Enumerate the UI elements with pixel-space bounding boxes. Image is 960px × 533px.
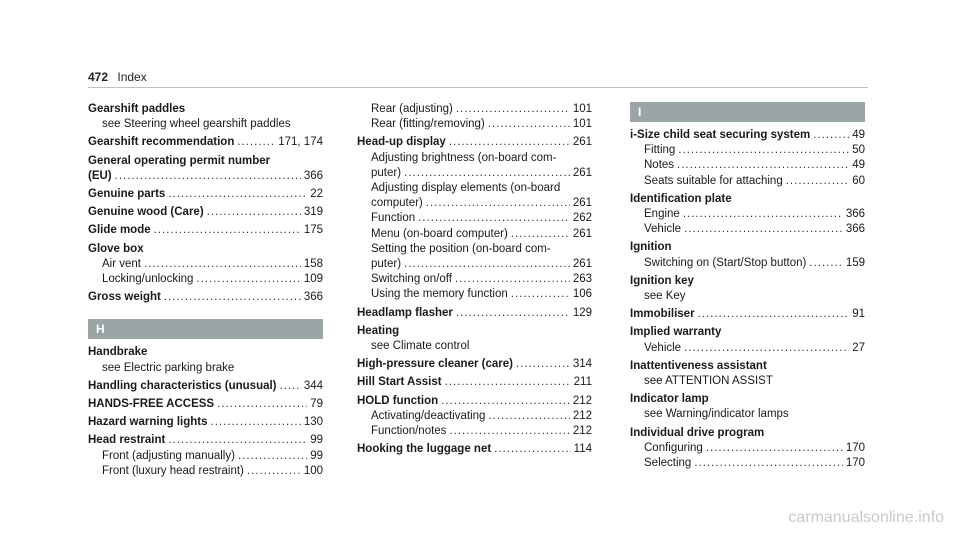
see-reference[interactable]: see ATTENTION ASSIST <box>644 375 773 388</box>
index-subentry-continued: computer) ..... 261 <box>357 196 592 211</box>
index-entry: Gross weight ..... 366 <box>88 290 323 305</box>
page-reference[interactable]: 100 <box>303 464 323 477</box>
page-reference[interactable]: 50 <box>852 144 865 157</box>
page-reference[interactable]: 261 <box>572 258 592 271</box>
index-entry: Heating <box>357 324 400 337</box>
page-reference[interactable]: 79 <box>310 398 323 411</box>
index-entry: Hazard warning lights ..... 130 <box>88 415 323 430</box>
index-column-2 <box>357 102 592 457</box>
page-reference[interactable]: 263 <box>572 273 592 286</box>
index-subentry: Front (adjusting manually) ..... 99 <box>88 449 323 464</box>
index-entry: Identification plate <box>630 192 732 205</box>
page-reference[interactable]: 114 <box>573 443 592 456</box>
index-entry: HOLD function ..... 212 <box>357 394 592 409</box>
index-subentry: Configuring ..... 170 <box>630 441 865 456</box>
index-entry: Individual drive program <box>630 426 765 439</box>
index-subentry: Using the memory function ..... 106 <box>357 287 592 302</box>
index-entry: Glove box <box>88 242 144 255</box>
page-reference[interactable]: 91 <box>852 308 865 321</box>
see-reference[interactable]: see Warning/indicator lamps <box>644 408 789 421</box>
index-subentry: Notes ..... 49 <box>630 158 865 173</box>
index-subentry: Vehicle ..... 27 <box>630 341 865 356</box>
page-reference[interactable]: 262 <box>572 212 592 225</box>
page-reference[interactable]: 159 <box>845 256 865 269</box>
page-reference[interactable]: 314 <box>572 358 592 371</box>
header-divider <box>88 87 868 88</box>
index-entry: Head restraint ..... 99 <box>88 433 323 448</box>
page-reference[interactable]: 60 <box>852 174 865 187</box>
index-subentry: Selecting ..... 170 <box>630 456 865 471</box>
index-entry: Head-up display ..... 261 <box>357 135 592 150</box>
see-reference[interactable]: see Climate control <box>371 340 470 353</box>
index-subentry: Rear (adjusting) ..... 101 <box>357 102 592 117</box>
index-column-3 <box>630 102 865 471</box>
page-reference[interactable]: 99 <box>310 434 323 447</box>
see-reference[interactable]: see Electric parking brake <box>102 361 235 374</box>
page-reference[interactable]: 366 <box>845 208 865 221</box>
index-entry: Ignition key <box>630 274 694 287</box>
page-reference[interactable]: 211 <box>573 376 592 389</box>
index-entry: Genuine wood (Care) ..... 319 <box>88 205 323 220</box>
page-reference[interactable]: 170 <box>845 457 865 470</box>
index-subentry: Rear (fitting/removing) ..... 101 <box>357 117 592 132</box>
index-column-1 <box>88 102 323 479</box>
index-subentry-continued: puter) ..... 261 <box>357 166 592 181</box>
page-reference[interactable]: 366 <box>845 223 865 236</box>
page-reference[interactable]: 106 <box>572 288 592 301</box>
watermark: carmanualsonline.info <box>788 509 944 526</box>
page-reference[interactable]: 101 <box>572 103 592 115</box>
see-reference[interactable]: see Steering wheel gearshift paddles <box>102 118 291 131</box>
page-reference[interactable]: 170 <box>845 441 865 454</box>
index-entry: HANDS-FREE ACCESS ..... 79 <box>88 397 323 412</box>
index-subentry: Switching on (Start/Stop button) ..... 159 <box>630 256 865 271</box>
page-reference[interactable]: 261 <box>572 136 592 149</box>
page-reference[interactable]: 366 <box>303 169 323 182</box>
page-reference[interactable]: 261 <box>572 166 592 179</box>
page-reference[interactable]: 175 <box>303 224 323 237</box>
index-entry-continued: (EU) ..... 366 <box>88 169 323 184</box>
index-entry: General operating permit number <box>88 154 271 167</box>
page-reference[interactable]: 212 <box>572 425 592 438</box>
page-reference[interactable]: 366 <box>303 291 323 304</box>
page-reference[interactable]: 261 <box>572 197 592 210</box>
index-entry: i-Size child seat securing system ..... 49 <box>630 128 865 143</box>
page-reference[interactable]: 99 <box>310 449 323 462</box>
page-number: 472 <box>88 70 109 84</box>
index-subentry: Adjusting brightness (on-board com- <box>371 151 557 164</box>
page-reference[interactable]: 261 <box>572 227 592 240</box>
index-entry: Indicator lamp <box>630 393 709 406</box>
index-entry: Handling characteristics (unusual) ..... 344 <box>88 379 323 394</box>
page-reference[interactable]: 129 <box>572 306 592 319</box>
index-entry: Immobiliser ..... 91 <box>630 307 865 322</box>
index-subentry: Function/notes ..... 212 <box>357 424 592 439</box>
index-entry: Ignition <box>630 241 672 254</box>
index-subentry: Setting the position (on-board com- <box>371 242 551 255</box>
index-subentry: Activating/deactivating ..... 212 <box>357 409 592 424</box>
index-entry: Hill Start Assist ..... 211 <box>357 375 592 390</box>
index-subentry: Air vent ..... 158 <box>88 257 323 272</box>
index-entry: Implied warranty <box>630 326 722 339</box>
index-entry: Gearshift recommendation ..... 171, 174 <box>88 135 323 150</box>
page-reference[interactable]: 344 <box>303 379 323 392</box>
index-entry: High-pressure cleaner (care) ..... 314 <box>357 357 592 372</box>
page-reference[interactable]: 158 <box>303 257 323 270</box>
index-subentry: Adjusting display elements (on-board <box>371 182 561 195</box>
index-entry: Gearshift paddles <box>88 103 186 115</box>
index-subentry: Front (luxury head restraint) ..... 100 <box>88 464 323 479</box>
index-subentry: Locking/unlocking ..... 109 <box>88 272 323 287</box>
index-entry: Glide mode ..... 175 <box>88 223 323 238</box>
index-entry: Hooking the luggage net ..... 114 <box>357 442 592 457</box>
index-subentry: Fitting ..... 50 <box>630 143 865 158</box>
index-entry: Inattentiveness assistant <box>630 359 767 372</box>
page-reference[interactable]: 212 <box>572 409 592 422</box>
index-subentry: Engine ..... 366 <box>630 207 865 222</box>
section-letter-h: H <box>88 319 323 339</box>
page-title: Index <box>117 70 147 84</box>
page-reference[interactable]: 130 <box>303 416 323 429</box>
index-subentry: Seats suitable for attaching ..... 60 <box>630 174 865 189</box>
index-subentry: Menu (on-board computer) ..... 261 <box>357 227 592 242</box>
page-reference[interactable]: 49 <box>852 129 865 141</box>
page-reference[interactable]: 212 <box>572 394 592 407</box>
see-reference[interactable]: see Key <box>644 290 686 303</box>
index-subentry-continued: puter) ..... 261 <box>357 257 592 272</box>
index-subentry: Vehicle ..... 366 <box>630 222 865 237</box>
page-reference[interactable]: 49 <box>852 159 865 172</box>
index-entry: Genuine parts ..... 22 <box>88 187 323 202</box>
index-subentry: Switching on/off ..... 263 <box>357 272 592 287</box>
page-reference[interactable]: 27 <box>852 341 865 354</box>
page-header <box>88 70 147 84</box>
index-entry: Headlamp flasher ..... 129 <box>357 306 592 321</box>
index-subentry: Function ..... 262 <box>357 211 592 226</box>
page-reference[interactable]: 171, 174 <box>278 136 323 149</box>
page-reference[interactable]: 109 <box>303 273 323 286</box>
page-reference[interactable]: 101 <box>572 118 592 131</box>
page-reference[interactable]: 319 <box>303 206 323 219</box>
page-reference[interactable]: 22 <box>310 188 323 201</box>
index-entry: Handbrake <box>88 346 148 359</box>
section-letter-i: I <box>630 102 865 122</box>
